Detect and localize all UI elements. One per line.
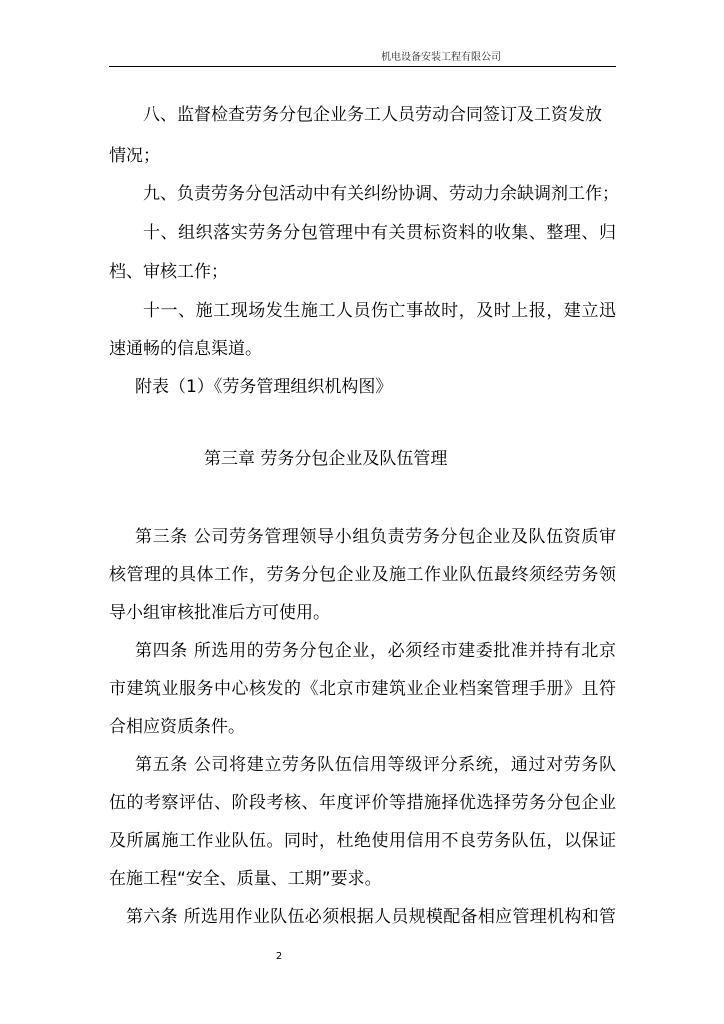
paragraph-item-11-line-2: 速通畅的信息渠道。 — [109, 339, 262, 359]
paragraph-item-11-line-1: 十一、施工现场发生施工人员伤亡事故时，及时上报，建立迅 — [143, 301, 616, 321]
header-divider — [109, 66, 616, 67]
article-3-line-2: 核管理的具体工作，劳务分包企业及施工作业队伍最终须经劳务领 — [109, 565, 616, 585]
article-4-line-2: 市建筑业服务中心核发的《北京市建筑业企业档案管理手册》且符 — [109, 679, 616, 699]
paragraph-item-10-line-1: 十、组织落实劳务分包管理中有关贯标资料的收集、整理、归 — [143, 223, 616, 243]
paragraph-item-10-line-2: 档、审核工作； — [109, 262, 228, 282]
article-5-line-1: 第五条 公司将建立劳务队伍信用等级评分系统，通过对劳务队 — [135, 755, 616, 775]
article-5-line-3: 及所属施工作业队伍。同时，杜绝使用信用不良劳务队伍，以保证 — [109, 831, 616, 851]
chapter-heading: 第三章 劳务分包企业及队伍管理 — [204, 449, 448, 469]
header-company-name: 机电设备安装工程有限公司 — [381, 52, 501, 63]
paragraph-item-8-line-2: 情况； — [109, 146, 160, 166]
article-5-line-4: 在施工程“安全、质量、工期”要求。 — [109, 869, 382, 889]
page-number: 2 — [275, 951, 283, 962]
paragraph-item-8-line-1: 八、监督检查劳务分包企业务工人员劳动合同签订及工资发放 — [143, 105, 602, 125]
article-3-line-1: 第三条 公司劳务管理领导小组负责劳务分包企业及队伍资质审 — [135, 527, 616, 547]
article-4-line-1: 第四条 所选用的劳务分包企业，必须经市建委批准并持有北京 — [135, 641, 616, 661]
article-5-line-2: 伍的考察评估、阶段考核、年度评价等措施择优选择劳务分包企业 — [109, 793, 616, 813]
appendix-reference: 附表（1）《劳务管理组织机构图》 — [135, 377, 393, 397]
article-3-line-3: 导小组审核批准后方可使用。 — [109, 603, 330, 623]
article-4-line-3: 合相应资质条件。 — [109, 717, 245, 737]
paragraph-item-9-line-1: 九、负责劳务分包活动中有关纠纷协调、劳动力余缺调剂工作； — [143, 184, 619, 204]
article-6-line-1: 第六条 所选用作业队伍必须根据人员规模配备相应管理机构和管 — [126, 907, 616, 927]
